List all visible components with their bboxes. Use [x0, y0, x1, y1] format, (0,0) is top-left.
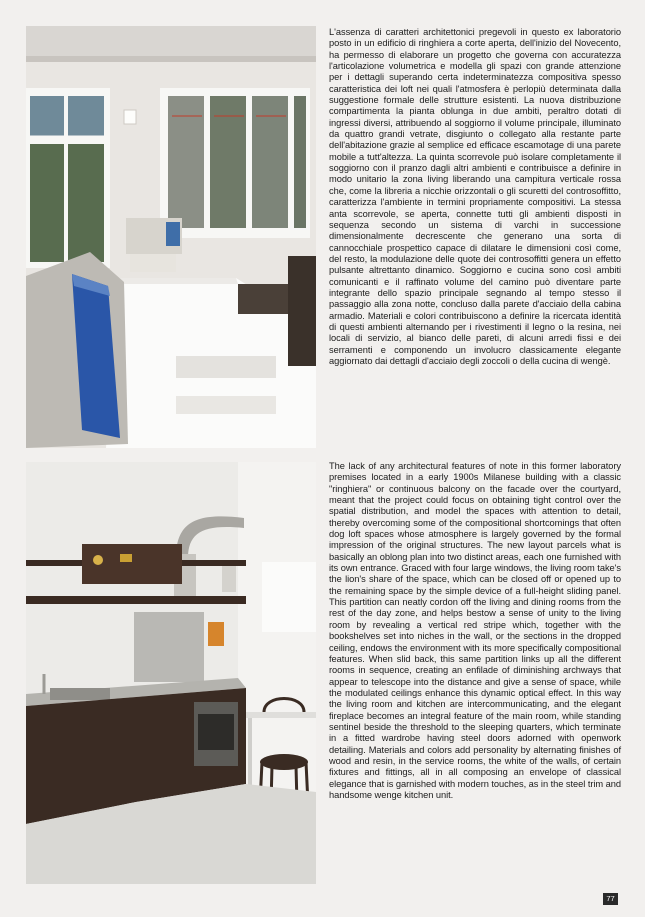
- page-number: 77: [603, 893, 618, 905]
- english-article-paragraph: The lack of any architectural features of note in this former laboratory premises located in a early 1900s Milanese building with a classic "ringhiera" or continuous balcony on the facade over the courtyard, meant that the project could focus on obtaining tight control over the spatial distribution, and model the spaces with attention to detail, thereby overcoming some of the compositional shortcomings that often dog loft spaces whose atmosphere is largely governed by the formal impression of the original structures. The new layout parcels what is basically an oblong plan into two distinct areas, each one furnished with its own entrance. Graced with four large windows, the living room take's the lion's share of the space, which can be closed off or opened up to the remaining space by the simple device of a full-height sliding panel. This partition can neatly cordon off the living and dining rooms from the rest of the day zone, and helps bestow a sense of unity to the living room by revealing a vertical red stripe which, together with the bookshelves set into niches in the wall, or the sections in the dropped ceiling, endows the environment with its more specifically compositional features. When slid back, this same partition links up all the different rooms in sequence, creating an enfilade of diminishing archways that appear to telescope into the distance and give a sense of space, while the modulated ceilings enhance this dynamic optical effect. In this way the living room and kitchen are intercommunicating, and the elegant fireplace becomes an integral feature of the main room, while standing sentinel beside the threshold to the sleeping quarters, which terminate in a fitted wardrobe having steel doors adorned with openwork detailing. Materials and colors add personality by alternating finishes of wood and resin, in the service rooms, the white of the walls, of certain fixtures and fittings, all in all composing an envelope of classical elegance that is garnished with modern touches, as in the steel trim and handsome wenge kitchen unit.: [329, 461, 622, 800]
- english-text-column: [329, 461, 621, 801]
- photo-kitchen: [26, 462, 316, 884]
- photo-living-room-desk: [26, 26, 316, 448]
- italian-text-column: [329, 27, 621, 367]
- italian-article-paragraph: L'assenza di caratteri architettonici pregevoli in questo ex laboratorio posto in un edificio di ringhiera a corte aperta, dell'inizio del Novecento, ha permesso di elaborare un progetto che governa con accuratezza l'articolazione volumetrica e modella gli spazi con grande attenzione per i dettagli superando certa indeterminatezza compositiva spesso caratteristica dei loft nei quali l'atmosfera è perlopiù determinata dalla suggestione formale delle strutture esistenti. La nuova distribuzione compartimenta la pianta oblunga in due ambiti, peraltro dotati di ingressi diversi, attribuendo al soggiorno il volume principale, illuminato da quattro grandi vetrate, disgiunto o collegato alla restante parte dell'abitazione grazie al semplice ed efficace escamotage di una parete mobile a tutt'altezza. La quinta scorrevole può isolare completamente il soggiorno con il pranzo dagli altri ambienti e contribuisce a definire in modo unitario la zona living liberando una campitura verticale rossa che, come la libreria a nicchie orizzontali o gli scuretti del controsoffitto, caratterizza l'ambiente in termini propriamente compositivi. La stessa anta scorrevole, se aperta, connette tutti gli ambienti disposti in sequenza secondo un sistema di varchi in successione dimensionalmente decrescente che generano una sorta di cannocchiale prospettico capace di dilatare le dimensioni così come, del resto, la modulazione delle quote dei controsoffitti genera un effetto pulsante altrettanto dinamico. Soggiorno e cucina sono così ambiti comunicanti e il raffinato volume del camino può diventare parte integrante dello spazio principale segnando al tempo stesso il passaggio alla zona notte, concluso dalla parete d'acciaio della cabina armadio. Materiali e colori contribuiscono a definire la ricercata identità di questi ambienti alternando per i rivestimenti il legno o la resina, nei locali di servizio, al bianco delle pareti, di alcuni arredi fissi e dei serramenti e componendo un involucro classicamente elegante aggiornato dai dettagli d'acciaio degli zoccoli o della cucina di wengè.: [329, 27, 621, 366]
